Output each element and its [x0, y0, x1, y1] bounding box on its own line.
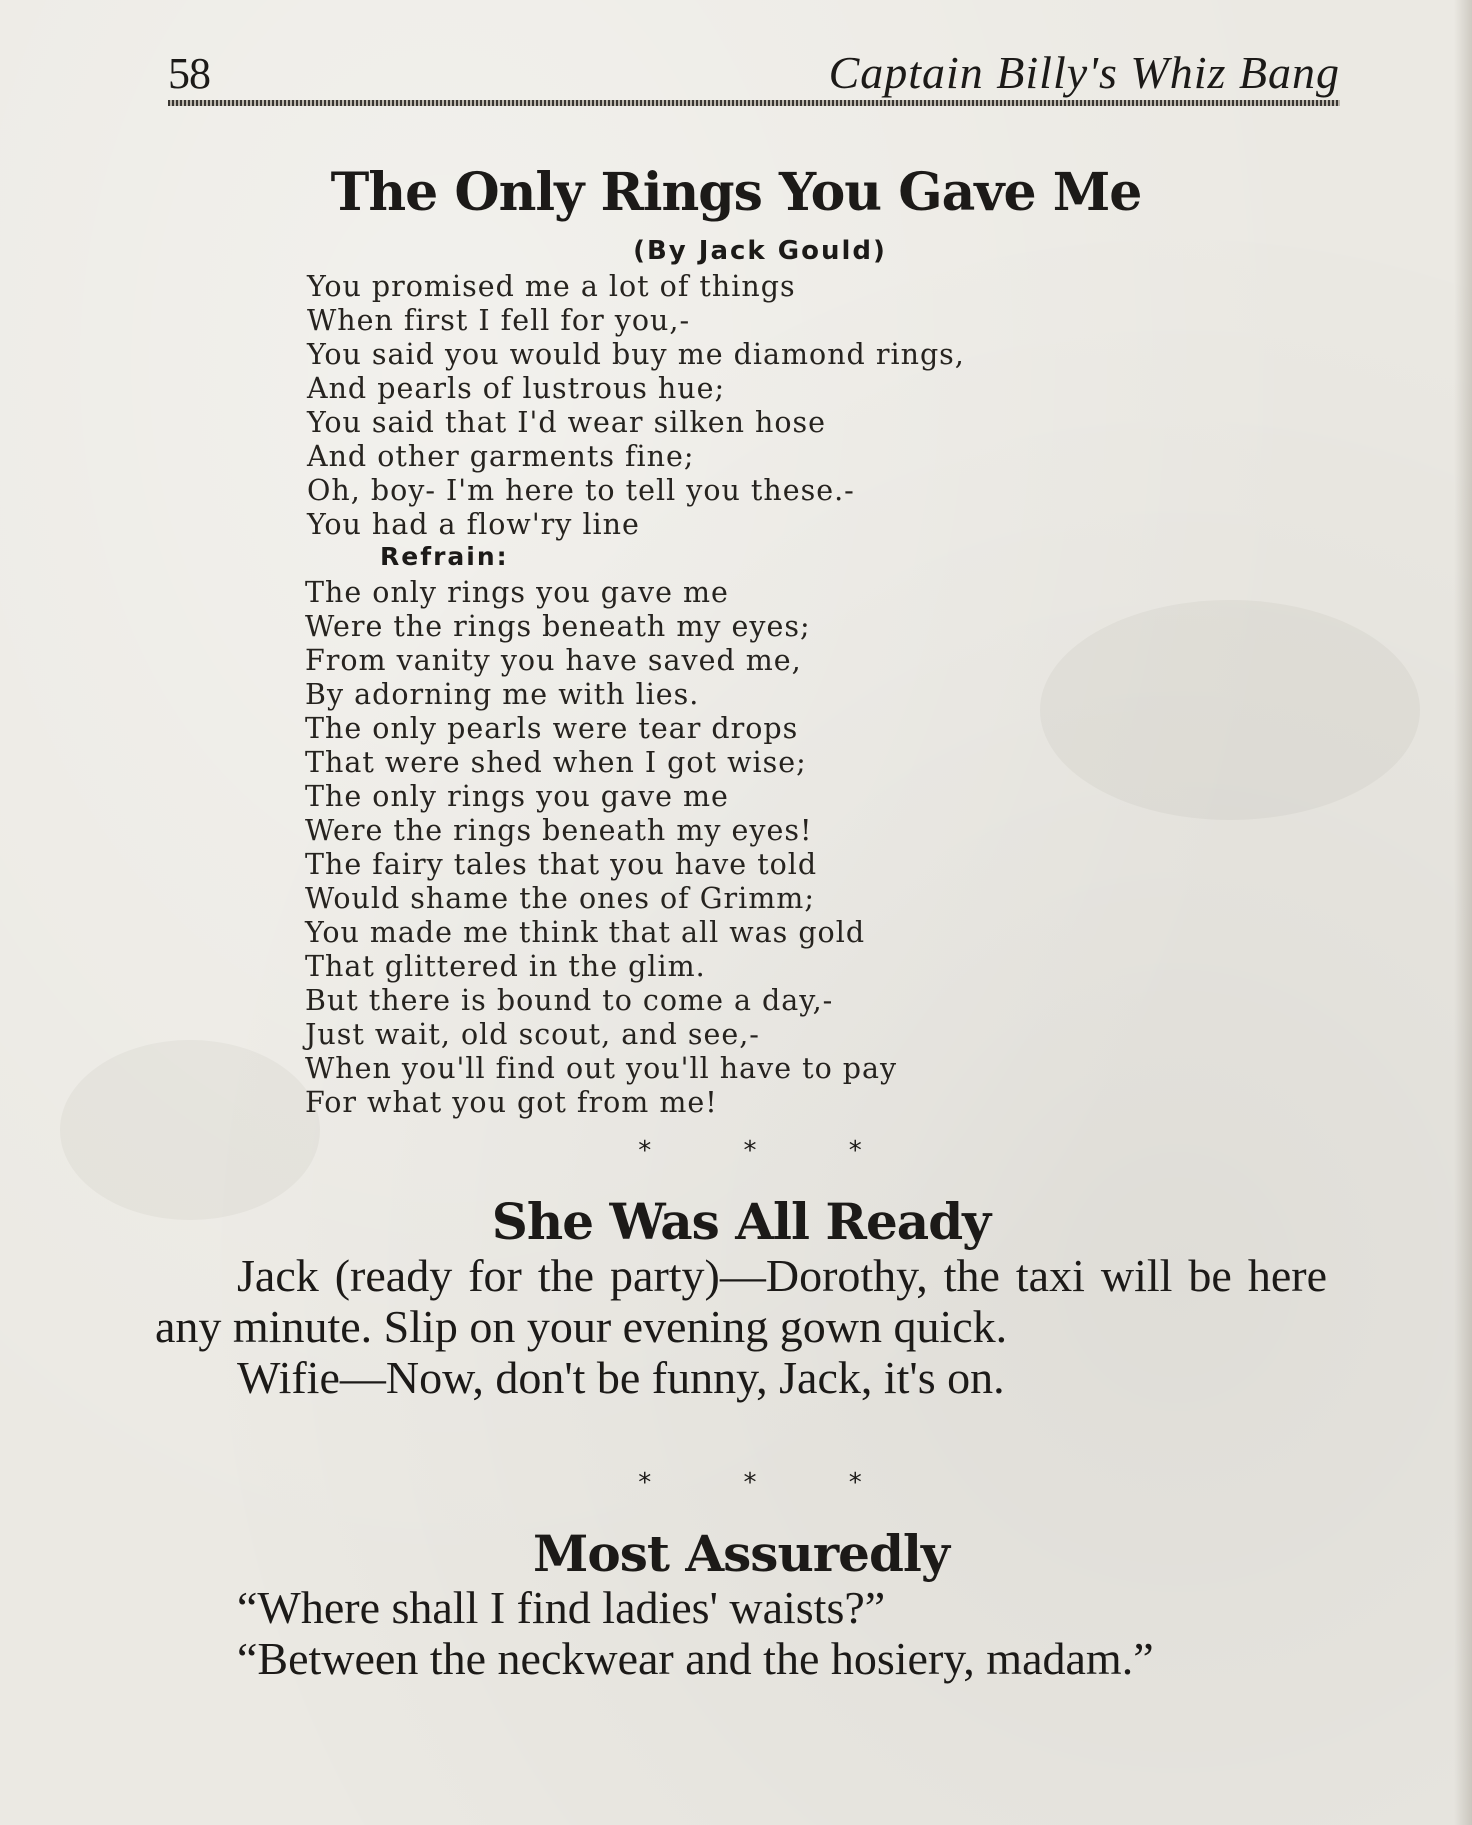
poem-verse	[307, 270, 965, 542]
joke-title: Most Assuredly	[533, 1524, 949, 1583]
refrain-line: But there is bound to come a day,-	[305, 984, 834, 1017]
section-separator: * * *	[638, 1468, 904, 1498]
verse-line: Oh, boy- I'm here to tell you these.-	[307, 474, 855, 507]
section-separator: * * *	[638, 1136, 904, 1166]
refrain-line: For what you got from me!	[305, 1086, 718, 1119]
refrain-label: Refrain:	[380, 542, 509, 571]
poem-title: The Only Rings You Gave Me	[330, 162, 1142, 223]
refrain-line: The only rings you gave me	[305, 780, 729, 813]
refrain-line: The fairy tales that you have told	[305, 848, 818, 881]
refrain-line: That glittered in the glim.	[305, 950, 706, 983]
refrain-line: The only rings you gave me	[305, 576, 729, 609]
verse-line: When first I fell for you,-	[307, 304, 691, 337]
verse-line: You said that I'd wear silken hose	[307, 406, 827, 439]
poem-byline: (By Jack Gould)	[633, 236, 887, 266]
refrain-line: You made me think that all was gold	[305, 916, 866, 949]
refrain-line: The only pearls were tear drops	[305, 712, 799, 745]
refrain-line: By adorning me with lies.	[305, 678, 700, 711]
poem-refrain	[305, 576, 897, 1120]
refrain-line: Just wait, old scout, and see,-	[305, 1018, 760, 1051]
paper-stain	[1040, 600, 1420, 820]
verse-line: And other garments fine;	[307, 440, 695, 473]
joke-paragraph: “Between the neckwear and the hosiery, madam.”	[237, 1633, 1154, 1684]
joke-body	[155, 1582, 1327, 1684]
refrain-line: That were shed when I got wise;	[305, 746, 807, 779]
refrain-line: Were the rings beneath my eyes;	[305, 610, 811, 643]
verse-line: You had a flow'ry line	[307, 508, 640, 541]
header-rule	[168, 100, 1340, 106]
refrain-line: Were the rings beneath my eyes!	[305, 814, 813, 847]
joke-paragraph: Jack (ready for the party)—Dorothy, the taxi will be here any minute. Slip on your evening gown quick.	[155, 1250, 1327, 1352]
page-number: 58	[168, 49, 210, 98]
refrain-line: When you'll find out you'll have to pay	[305, 1052, 898, 1085]
verse-line: And pearls of lustrous hue;	[307, 372, 726, 405]
refrain-line: Would shame the ones of Grimm;	[305, 882, 815, 915]
verse-line: You said you would buy me diamond rings,	[307, 338, 965, 371]
refrain-line: From vanity you have saved me,	[305, 644, 802, 677]
joke-body	[155, 1250, 1327, 1403]
joke-paragraph: Wifie—Now, don't be funny, Jack, it's on.	[237, 1352, 1005, 1403]
verse-line: You promised me a lot of things	[307, 270, 796, 303]
joke-paragraph: “Where shall I find ladies' waists?”	[237, 1582, 886, 1633]
page-header	[168, 44, 1340, 104]
running-title: Captain Billy's Whiz Bang	[828, 47, 1340, 98]
joke-title: She Was All Ready	[491, 1192, 991, 1251]
